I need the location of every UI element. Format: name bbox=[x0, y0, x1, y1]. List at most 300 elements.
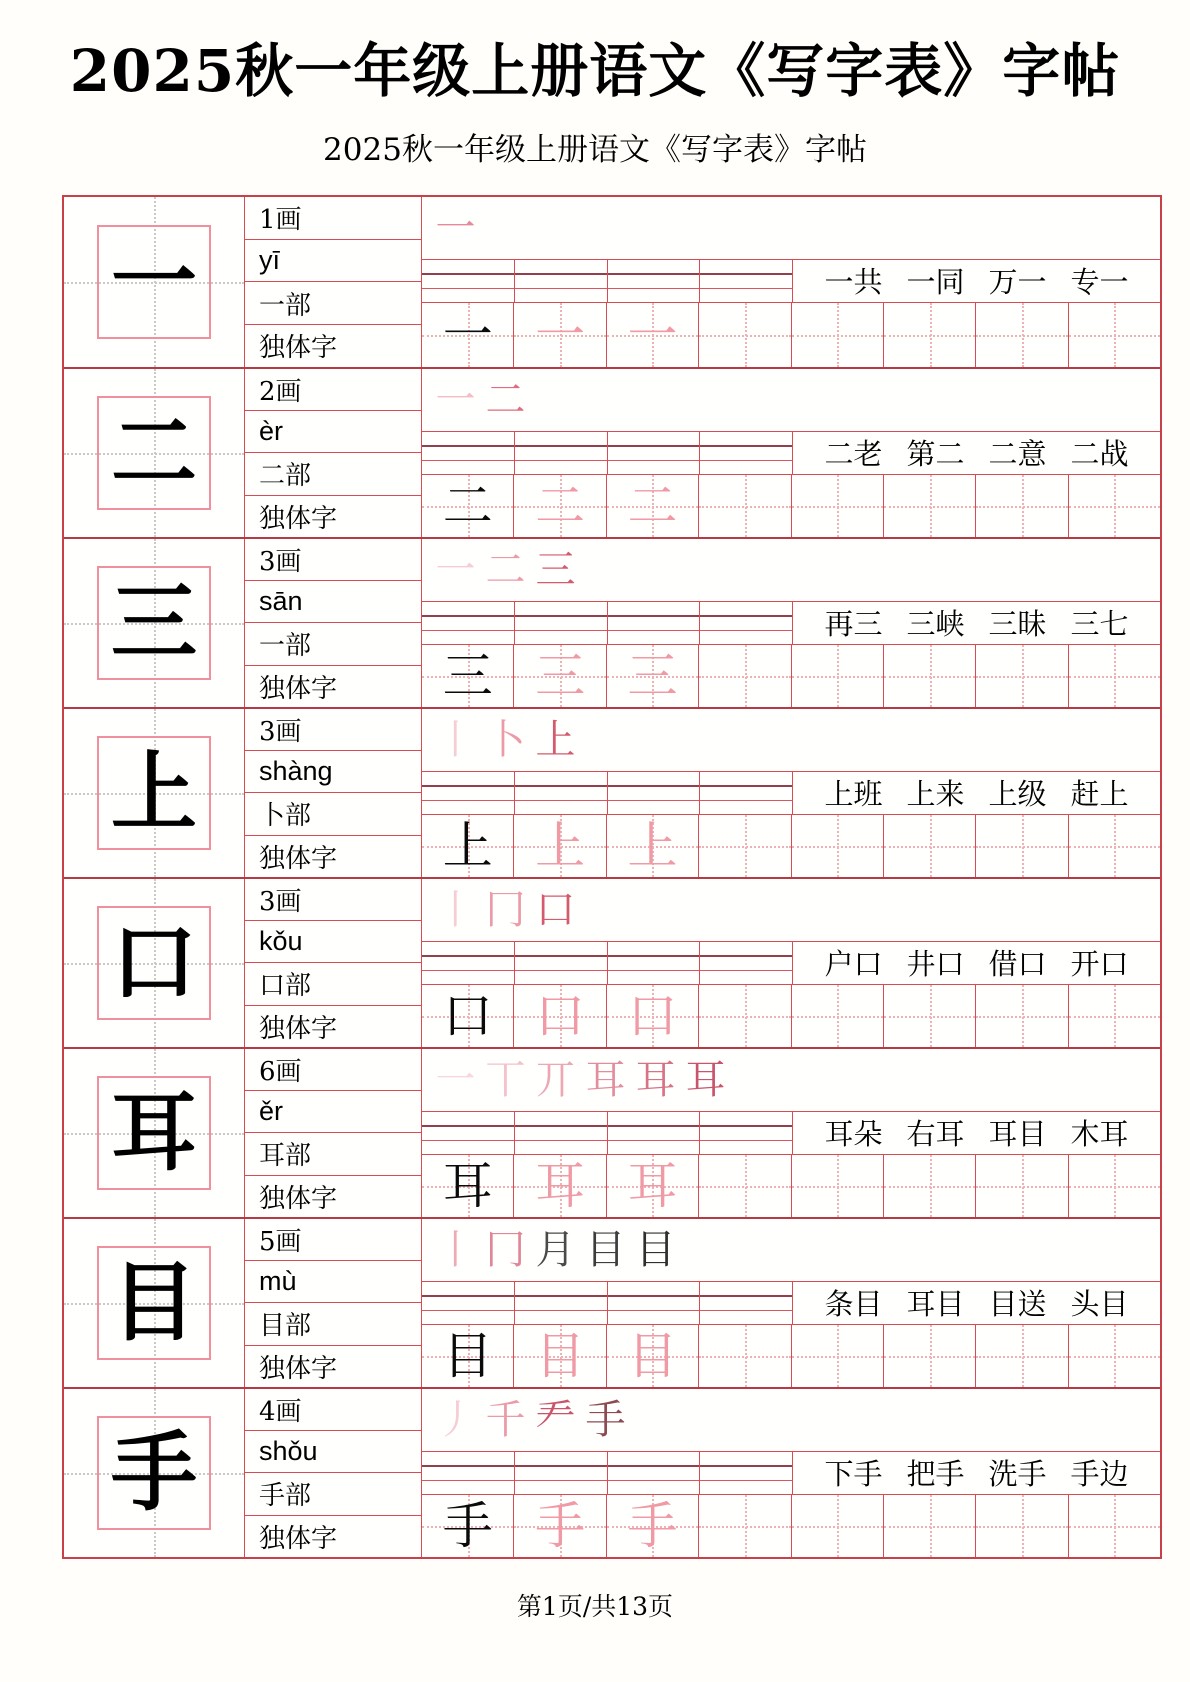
practice-character-black: 口 bbox=[442, 986, 493, 1045]
pinyin-grid-cell bbox=[608, 1282, 701, 1324]
example-words-cell bbox=[793, 260, 1160, 302]
radical-label: 口部 bbox=[245, 962, 421, 1004]
character-box bbox=[97, 225, 211, 339]
practice-cell bbox=[1068, 1495, 1160, 1557]
stroke-count-label: 4画 bbox=[259, 1396, 302, 1427]
pinyin-grid-cell bbox=[422, 1112, 515, 1154]
pinyin-line bbox=[515, 445, 607, 447]
pinyin-label: sān bbox=[245, 580, 421, 622]
character-row bbox=[64, 1387, 1160, 1557]
practice-cell bbox=[698, 645, 790, 707]
practice-cell bbox=[513, 475, 605, 537]
pinyin-label: ěr bbox=[245, 1090, 421, 1132]
horizontal-guide-line bbox=[976, 1356, 1067, 1358]
word-item: 再三 bbox=[824, 607, 883, 642]
char-type-label: 独体字 bbox=[245, 1345, 421, 1387]
pinyin-line bbox=[515, 955, 607, 957]
stroke-order-band bbox=[422, 709, 1160, 771]
pinyin-line bbox=[422, 1125, 514, 1127]
practice-cell bbox=[698, 1155, 790, 1217]
stroke-order-glyph: 上 bbox=[535, 716, 576, 763]
horizontal-guide-line bbox=[699, 676, 790, 678]
practice-character-traced: 二 bbox=[535, 476, 586, 535]
practice-cell bbox=[883, 1325, 975, 1387]
stroke-order-band bbox=[422, 369, 1160, 431]
pinyin-line bbox=[422, 460, 514, 461]
horizontal-guide-line bbox=[884, 1526, 975, 1528]
character-info-column bbox=[245, 1219, 422, 1387]
stroke-order-glyph: 耳 bbox=[585, 1056, 626, 1103]
character-row bbox=[64, 877, 1160, 1047]
stroke-count-label: 6画 bbox=[259, 1056, 302, 1087]
horizontal-guide-line bbox=[976, 676, 1067, 678]
word-item: 上级 bbox=[988, 777, 1047, 812]
pinyin-grid-cell bbox=[700, 942, 793, 984]
big-character-cell bbox=[64, 709, 245, 877]
practice-cell bbox=[975, 1325, 1067, 1387]
stroke-count-label: 1画 bbox=[259, 205, 302, 236]
practice-cell bbox=[975, 475, 1067, 537]
pinyin-line bbox=[608, 615, 700, 617]
horizontal-guide-line bbox=[884, 676, 975, 678]
radical-label: 一部 bbox=[245, 281, 421, 324]
word-item: 二战 bbox=[1070, 437, 1129, 472]
pinyin-line bbox=[515, 1295, 607, 1297]
word-item: 专一 bbox=[1070, 265, 1129, 300]
pinyin-label: shǒu bbox=[245, 1430, 421, 1472]
practice-character-traced: 二 bbox=[627, 476, 678, 535]
horizontal-guide-line bbox=[1069, 335, 1160, 337]
practice-character-traced: 目 bbox=[627, 1326, 678, 1385]
practice-character-black: 上 bbox=[442, 816, 493, 875]
stroke-count-label: 2画 bbox=[259, 376, 302, 407]
practice-cell bbox=[791, 303, 883, 367]
pinyin-label: shàng bbox=[245, 750, 421, 792]
practice-cell bbox=[1068, 1155, 1160, 1217]
practice-cell bbox=[975, 815, 1067, 877]
pinyin-line bbox=[422, 970, 514, 971]
page-title: 2025秋一年级上册语文《写字表》字帖 bbox=[69, 37, 1121, 105]
practice-cell bbox=[698, 1495, 790, 1557]
practice-cell bbox=[1068, 645, 1160, 707]
character-row bbox=[64, 537, 1160, 707]
pinyin-grid-cell bbox=[515, 1282, 608, 1324]
page-footer: 第1页/共13页 bbox=[516, 1591, 674, 1621]
character-info-column bbox=[245, 1389, 422, 1557]
practice-cell bbox=[975, 1495, 1067, 1557]
pinyin-line bbox=[700, 1140, 792, 1141]
pinyin-line bbox=[608, 445, 700, 447]
stroke-order-glyph: 目 bbox=[585, 1226, 626, 1273]
pinyin-line bbox=[700, 445, 792, 447]
pinyin-grid-cell bbox=[515, 772, 608, 814]
horizontal-guide-line bbox=[699, 506, 790, 508]
pinyin-grid-cell bbox=[608, 1452, 701, 1494]
character-box bbox=[97, 736, 211, 850]
stroke-order-band bbox=[422, 539, 1160, 601]
pinyin-line bbox=[422, 800, 514, 801]
practice-character-black: 三 bbox=[442, 646, 493, 705]
word-item: 一同 bbox=[906, 265, 965, 300]
practice-cell bbox=[1068, 303, 1160, 367]
char-type-label: 独体字 bbox=[245, 495, 421, 537]
big-character-cell bbox=[64, 369, 245, 537]
word-item: 下手 bbox=[824, 1457, 883, 1492]
radical-label: 二部 bbox=[245, 452, 421, 494]
character-box bbox=[97, 396, 211, 510]
pinyin-line bbox=[700, 1125, 792, 1127]
pinyin-line bbox=[515, 1465, 607, 1467]
practice-area bbox=[422, 539, 1160, 707]
pinyin-words-band bbox=[422, 941, 1160, 985]
practice-character-black: 目 bbox=[442, 1326, 493, 1385]
practice-cell bbox=[1068, 985, 1160, 1047]
stroke-order-band bbox=[422, 1049, 1160, 1111]
char-type-label: 独体字 bbox=[245, 324, 421, 367]
pinyin-line bbox=[608, 955, 700, 957]
word-item: 开口 bbox=[1070, 947, 1129, 982]
char-type-label: 独体字 bbox=[245, 665, 421, 707]
word-item: 木耳 bbox=[1070, 1117, 1129, 1152]
horizontal-guide-line bbox=[884, 846, 975, 848]
practice-cell bbox=[422, 645, 513, 707]
character-row bbox=[64, 367, 1160, 537]
big-character: 上 bbox=[111, 741, 197, 843]
practice-character-traced: 耳 bbox=[627, 1156, 678, 1215]
pinyin-line bbox=[608, 800, 700, 801]
pinyin-grid-cell bbox=[608, 1112, 701, 1154]
practice-cell bbox=[791, 985, 883, 1047]
big-character: 三 bbox=[111, 571, 197, 673]
stroke-order-glyph: 一 bbox=[435, 1056, 476, 1103]
big-character-cell bbox=[64, 879, 245, 1047]
pinyin-grid-cell bbox=[422, 1282, 515, 1324]
pinyin-line bbox=[515, 1310, 607, 1311]
practice-cell bbox=[975, 985, 1067, 1047]
practice-character-traced: 三 bbox=[535, 646, 586, 705]
practice-character-traced: 口 bbox=[535, 986, 586, 1045]
pinyin-line bbox=[422, 1295, 514, 1297]
practice-cell bbox=[883, 475, 975, 537]
practice-character-black: 耳 bbox=[442, 1156, 493, 1215]
pinyin-grid-cell bbox=[515, 1452, 608, 1494]
pinyin-words-band bbox=[422, 1111, 1160, 1155]
pinyin-words-band bbox=[422, 431, 1160, 475]
character-info-column bbox=[245, 1049, 422, 1217]
practice-cell bbox=[606, 1155, 698, 1217]
practice-cells-band bbox=[422, 1325, 1160, 1387]
practice-character-traced: 一 bbox=[627, 305, 678, 364]
pinyin-line bbox=[608, 630, 700, 631]
word-item: 一共 bbox=[824, 265, 883, 300]
pinyin-grid-cell bbox=[700, 1112, 793, 1154]
pinyin-line bbox=[700, 1465, 792, 1467]
character-info-column bbox=[245, 369, 422, 537]
stroke-order-glyph: 龵 bbox=[535, 1396, 576, 1443]
pinyin-words-band bbox=[422, 771, 1160, 815]
character-row bbox=[64, 1217, 1160, 1387]
practice-character-black: 手 bbox=[442, 1496, 493, 1555]
radical-label: 一部 bbox=[245, 622, 421, 664]
pinyin-line bbox=[700, 1295, 792, 1297]
horizontal-guide-line bbox=[699, 335, 790, 337]
practice-area bbox=[422, 879, 1160, 1047]
big-character: 二 bbox=[111, 401, 197, 503]
practice-area bbox=[422, 1219, 1160, 1387]
practice-cell bbox=[883, 1495, 975, 1557]
practice-cell bbox=[883, 985, 975, 1047]
big-character-cell bbox=[64, 1219, 245, 1387]
practice-cell bbox=[513, 815, 605, 877]
practice-area bbox=[422, 1049, 1160, 1217]
horizontal-guide-line bbox=[699, 1356, 790, 1358]
practice-cell bbox=[975, 1155, 1067, 1217]
horizontal-guide-line bbox=[1069, 1186, 1160, 1188]
practice-cells-band bbox=[422, 475, 1160, 537]
copybook-table bbox=[62, 195, 1162, 1559]
pinyin-grid-cell bbox=[422, 942, 515, 984]
pinyin-grid-cell bbox=[515, 260, 608, 302]
practice-cell bbox=[422, 475, 513, 537]
horizontal-guide-line bbox=[792, 846, 883, 848]
word-item: 三峡 bbox=[906, 607, 965, 642]
example-words-cell bbox=[793, 772, 1160, 814]
pinyin-grid-cell bbox=[608, 602, 701, 644]
pinyin-line bbox=[422, 785, 514, 787]
practice-cell bbox=[698, 815, 790, 877]
word-item: 二老 bbox=[824, 437, 883, 472]
pinyin-line bbox=[700, 288, 792, 289]
stroke-order-glyph: 口 bbox=[535, 886, 576, 933]
stroke-order-glyph: 一 bbox=[435, 376, 476, 423]
practice-cell bbox=[606, 815, 698, 877]
practice-character-traced: 一 bbox=[535, 305, 586, 364]
pinyin-grid-cell bbox=[608, 260, 701, 302]
practice-cell bbox=[883, 1155, 975, 1217]
pinyin-line bbox=[700, 615, 792, 617]
practice-cell bbox=[975, 645, 1067, 707]
pinyin-grid-cell bbox=[422, 602, 515, 644]
pinyin-grid-cell bbox=[700, 602, 793, 644]
pinyin-words-band bbox=[422, 1451, 1160, 1495]
big-character: 一 bbox=[111, 230, 197, 332]
stroke-order-glyph: 冂 bbox=[485, 1226, 526, 1273]
practice-cell bbox=[513, 985, 605, 1047]
practice-area bbox=[422, 709, 1160, 877]
practice-cell bbox=[791, 815, 883, 877]
pinyin-line bbox=[515, 970, 607, 971]
word-item: 户口 bbox=[824, 947, 883, 982]
practice-cells-band bbox=[422, 815, 1160, 877]
big-character: 目 bbox=[111, 1251, 197, 1353]
character-info-column bbox=[245, 879, 422, 1047]
stroke-order-band bbox=[422, 1219, 1160, 1281]
radical-label: 卜部 bbox=[245, 792, 421, 834]
horizontal-guide-line bbox=[1069, 1526, 1160, 1528]
horizontal-guide-line bbox=[1069, 846, 1160, 848]
pinyin-grid-cell bbox=[700, 260, 793, 302]
pinyin-grid-cell bbox=[515, 942, 608, 984]
pinyin-line bbox=[422, 288, 514, 289]
stroke-count-label: 3画 bbox=[259, 716, 302, 747]
word-item: 头目 bbox=[1070, 1287, 1129, 1322]
big-character-cell bbox=[64, 197, 245, 367]
horizontal-guide-line bbox=[1069, 676, 1160, 678]
stroke-count-label: 3画 bbox=[259, 546, 302, 577]
stroke-order-glyph: 千 bbox=[485, 1396, 526, 1443]
horizontal-guide-line bbox=[792, 1016, 883, 1018]
stroke-order-glyph: 丨 bbox=[435, 886, 476, 933]
stroke-order-band bbox=[422, 1389, 1160, 1451]
stroke-order-glyph: 耳 bbox=[635, 1056, 676, 1103]
character-row bbox=[64, 1047, 1160, 1217]
pinyin-words-band bbox=[422, 601, 1160, 645]
horizontal-guide-line bbox=[699, 1526, 790, 1528]
practice-character-black: 一 bbox=[442, 305, 493, 364]
character-box bbox=[97, 1076, 211, 1190]
practice-cell bbox=[791, 645, 883, 707]
pinyin-grid-cell bbox=[700, 1282, 793, 1324]
practice-cells-band bbox=[422, 1495, 1160, 1557]
horizontal-guide-line bbox=[884, 1186, 975, 1188]
practice-cell bbox=[698, 303, 790, 367]
example-words-cell bbox=[793, 432, 1160, 474]
stroke-order-glyph: 丨 bbox=[435, 716, 476, 763]
pinyin-line bbox=[515, 288, 607, 289]
big-character: 耳 bbox=[111, 1081, 197, 1183]
word-item: 目送 bbox=[988, 1287, 1047, 1322]
practice-cell bbox=[698, 985, 790, 1047]
stroke-order-glyph: 二 bbox=[485, 546, 526, 593]
pinyin-grid-cell bbox=[700, 1452, 793, 1494]
practice-cell bbox=[975, 303, 1067, 367]
pinyin-line bbox=[422, 1465, 514, 1467]
character-box bbox=[97, 906, 211, 1020]
word-item: 三昧 bbox=[988, 607, 1047, 642]
practice-cells-band bbox=[422, 303, 1160, 367]
horizontal-guide-line bbox=[884, 1356, 975, 1358]
pinyin-grid-cell bbox=[608, 432, 701, 474]
pinyin-grid-cell bbox=[422, 1452, 515, 1494]
word-item: 二意 bbox=[988, 437, 1047, 472]
word-item: 井口 bbox=[906, 947, 965, 982]
stroke-order-glyph: 二 bbox=[485, 376, 526, 423]
horizontal-guide-line bbox=[792, 335, 883, 337]
word-item: 手边 bbox=[1070, 1457, 1129, 1492]
char-type-label: 独体字 bbox=[245, 1175, 421, 1217]
char-type-label: 独体字 bbox=[245, 835, 421, 877]
character-row bbox=[64, 707, 1160, 877]
character-row bbox=[64, 197, 1160, 367]
practice-cell bbox=[606, 645, 698, 707]
big-character-cell bbox=[64, 1049, 245, 1217]
practice-cell bbox=[513, 303, 605, 367]
practice-cells-band bbox=[422, 645, 1160, 707]
stroke-count-label: 3画 bbox=[259, 886, 302, 917]
word-item: 把手 bbox=[906, 1457, 965, 1492]
stroke-order-glyph: 丅 bbox=[485, 1056, 526, 1103]
pinyin-line bbox=[422, 445, 514, 447]
pinyin-grid-cell bbox=[422, 772, 515, 814]
pinyin-line bbox=[422, 955, 514, 957]
horizontal-guide-line bbox=[792, 1356, 883, 1358]
practice-cell bbox=[791, 1495, 883, 1557]
pinyin-grid-cell bbox=[515, 432, 608, 474]
char-type-label: 独体字 bbox=[245, 1005, 421, 1047]
practice-character-traced: 目 bbox=[535, 1326, 586, 1385]
horizontal-guide-line bbox=[976, 506, 1067, 508]
pinyin-line bbox=[515, 630, 607, 631]
practice-cell bbox=[606, 303, 698, 367]
pinyin-line bbox=[422, 273, 514, 275]
pinyin-line bbox=[700, 460, 792, 461]
horizontal-guide-line bbox=[976, 1526, 1067, 1528]
character-info-column bbox=[245, 539, 422, 707]
pinyin-line bbox=[700, 1310, 792, 1311]
pinyin-line bbox=[608, 970, 700, 971]
practice-cell bbox=[1068, 815, 1160, 877]
practice-cell bbox=[883, 815, 975, 877]
horizontal-guide-line bbox=[792, 506, 883, 508]
practice-cell bbox=[513, 645, 605, 707]
character-box bbox=[97, 566, 211, 680]
word-item: 上来 bbox=[906, 777, 965, 812]
practice-cell bbox=[422, 1495, 513, 1557]
big-character-cell bbox=[64, 1389, 245, 1557]
stroke-order-glyph: 目 bbox=[635, 1226, 676, 1273]
pinyin-line bbox=[700, 785, 792, 787]
practice-cell bbox=[606, 475, 698, 537]
word-item: 耳目 bbox=[906, 1287, 965, 1322]
pinyin-label: yī bbox=[245, 239, 421, 282]
character-box bbox=[97, 1416, 211, 1530]
big-character-cell bbox=[64, 539, 245, 707]
example-words-cell bbox=[793, 1452, 1160, 1494]
pinyin-grid-cell bbox=[700, 432, 793, 474]
pinyin-line bbox=[608, 1480, 700, 1481]
example-words-cell bbox=[793, 1282, 1160, 1324]
pinyin-line bbox=[700, 800, 792, 801]
example-words-cell bbox=[793, 1112, 1160, 1154]
practice-character-traced: 手 bbox=[535, 1496, 586, 1555]
pinyin-words-band bbox=[422, 259, 1160, 303]
example-words-cell bbox=[793, 942, 1160, 984]
pinyin-line bbox=[608, 273, 700, 275]
pinyin-grid-cell bbox=[515, 602, 608, 644]
practice-cells-band bbox=[422, 985, 1160, 1047]
radical-label: 耳部 bbox=[245, 1132, 421, 1174]
pinyin-line bbox=[608, 1125, 700, 1127]
pinyin-line bbox=[700, 1480, 792, 1481]
practice-cell bbox=[422, 985, 513, 1047]
practice-cell bbox=[791, 1325, 883, 1387]
stroke-order-glyph: 冂 bbox=[485, 886, 526, 933]
practice-character-traced: 上 bbox=[627, 816, 678, 875]
practice-cell bbox=[791, 475, 883, 537]
char-type-label: 独体字 bbox=[245, 1515, 421, 1557]
word-item: 万一 bbox=[988, 265, 1047, 300]
word-item: 条目 bbox=[824, 1287, 883, 1322]
horizontal-guide-line bbox=[1069, 506, 1160, 508]
word-item: 右耳 bbox=[906, 1117, 965, 1152]
practice-area bbox=[422, 197, 1160, 367]
word-item: 借口 bbox=[988, 947, 1047, 982]
practice-cell bbox=[698, 475, 790, 537]
pinyin-line bbox=[608, 1310, 700, 1311]
practice-cell bbox=[698, 1325, 790, 1387]
practice-cell bbox=[422, 303, 513, 367]
horizontal-guide-line bbox=[699, 1186, 790, 1188]
